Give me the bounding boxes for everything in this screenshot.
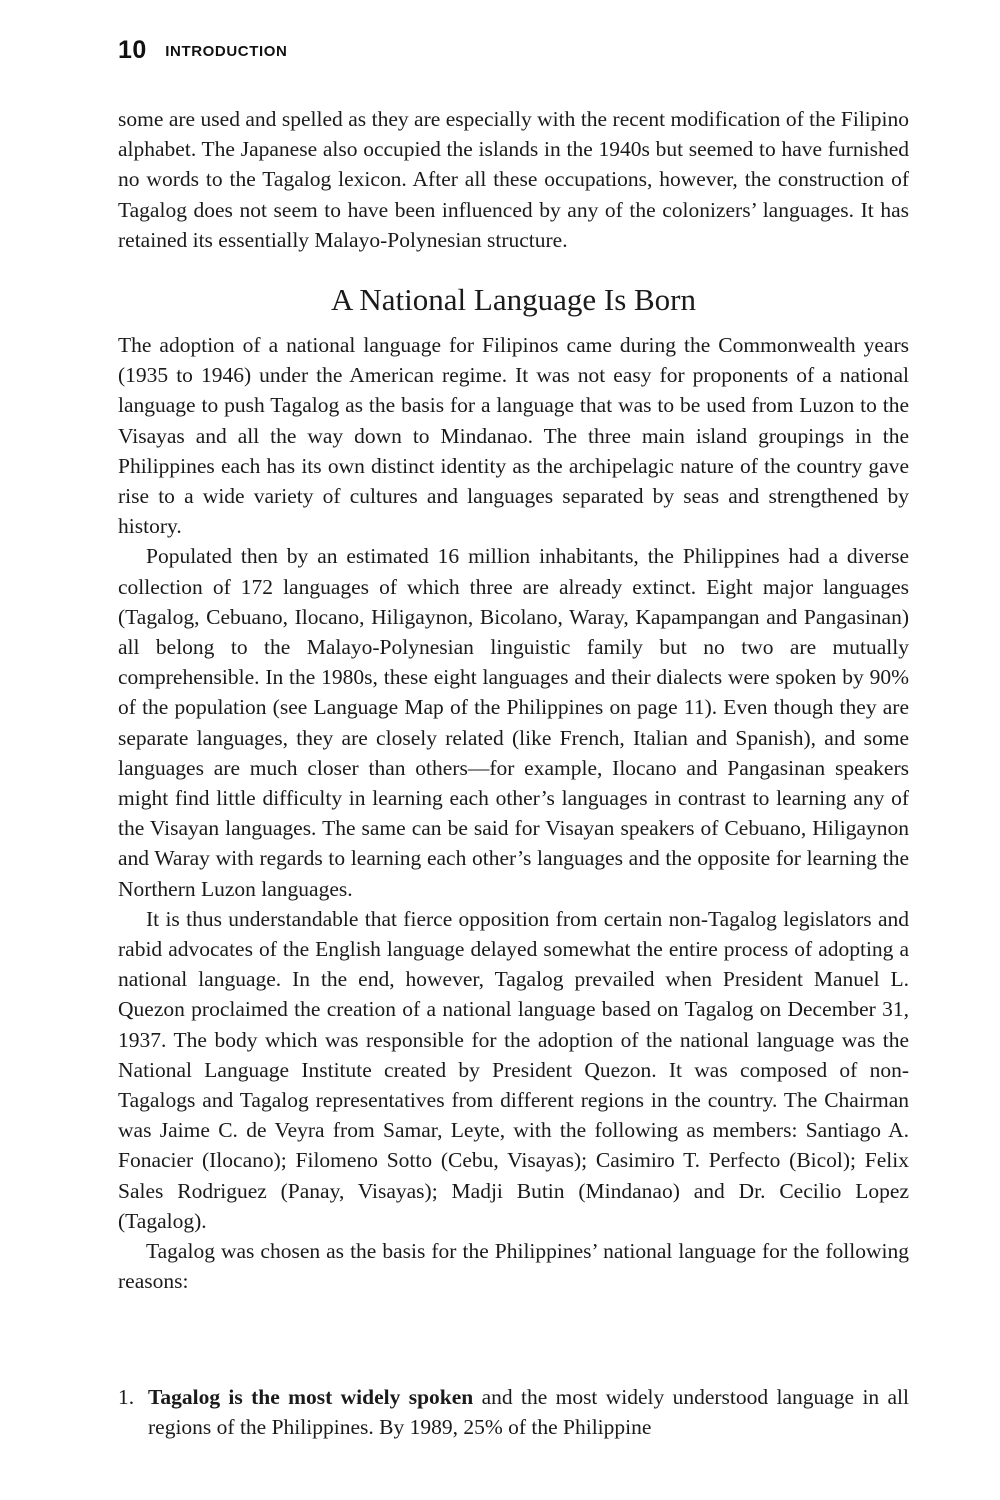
paragraph-3: It is thus understandable that fierce opposition from certain non-Tagalog legislators and rabid advocates of the English language delayed somewhat the entire process of adopting a national language. In the end, however, Tagalog prevailed when President Manuel L. Quezon proclaimed the creation of a national language based on Tagalog on December 31, 1937. The body which was responsible for the adoption of the national language was the National Language Institute created by President Quezon. It was composed of non-Tagalogs and Tagalog representatives from different regions in the country. The Chairman was Jaime C. de Veyra from Samar, Leyte, with the following as members: Santiago A. Fonacier (Ilocano); Filomeno Sotto (Cebu, Visayas); Casimiro T. Perfecto (Bicol); Felix Sales Rodriguez (Panay, Visayas); Madji Butin (Mindanao) and Dr. Cecilio Lopez (Tagalog). bbox=[118, 906, 909, 1233]
section-heading: A National Language Is Born bbox=[330, 282, 697, 317]
section-title: INTRODUCTION bbox=[165, 43, 288, 60]
running-head bbox=[118, 36, 287, 65]
section-body bbox=[118, 330, 909, 1297]
list-item bbox=[118, 1382, 909, 1442]
page-number: 10 bbox=[118, 36, 147, 64]
reasons-list bbox=[118, 1382, 909, 1442]
continued-text bbox=[118, 104, 909, 255]
list-item-lead: Tagalog is the most widely spoken bbox=[148, 1385, 474, 1409]
list-item-number: 1. bbox=[118, 1385, 135, 1409]
paragraph-1: The adoption of a national language for Filipinos came during the Commonwealth years (1935 to 1946) under the American regime. It was not easy for proponents of a national language to push Tagalog as the basis for a language that was to be used from Luzon to the Visayas and all the way down to Mindanao. The three main island groupings in the Philippines each has its own distinct identity as the archipelagic nature of the country gave rise to a wide variety of cultures and languages separated by seas and strengthened by history. bbox=[118, 333, 909, 539]
list-item-text: and the most widely understood language in all regions of the Philippines. By 1989, 25% of the Philippine bbox=[148, 1385, 909, 1440]
paragraph-2: Populated then by an estimated 16 million inhabitants, the Philippines had a diverse collection of 172 languages of which three are already extinct. Eight major languages (Tagalog, Cebuano, Ilocano, Hiligaynon, Bicolano, Waray, Kapampangan and Pangasinan) all belong to the Malayo-Polynesian linguistic family but no two are mutually comprehensible. In the 1980s, these eight languages and their dialects were spoken by 90% of the population (see Language Map of the Philippines on page 11). Even though they are separate languages, they are closely related (like French, Italian and Spanish), and some languages are much closer than others—for example, Ilocano and Pangasinan speakers might find little difficulty in learning each other’s languages in contrast to learning any of the Visayan languages. The same can be said for Visayan speakers of Cebuano, Hiligaynon and Waray with regards to learning each other’s languages and the opposite for learning the Northern Luzon languages. bbox=[118, 544, 909, 901]
paragraph-4: Tagalog was chosen as the basis for the Philippines’ national language for the following reasons: bbox=[118, 1239, 909, 1294]
intro-paragraph: some are used and spelled as they are especially with the recent modification of the Filipino alphabet. The Japanese also occupied the islands in the 1940s but seemed to have furnished no words to the Tagalog lexicon. After all these occupations, however, the construction of Tagalog does not seem to have been influenced by any of the colonizers’ languages. It has retained its essentially Malayo-Polynesian structure. bbox=[118, 107, 909, 252]
